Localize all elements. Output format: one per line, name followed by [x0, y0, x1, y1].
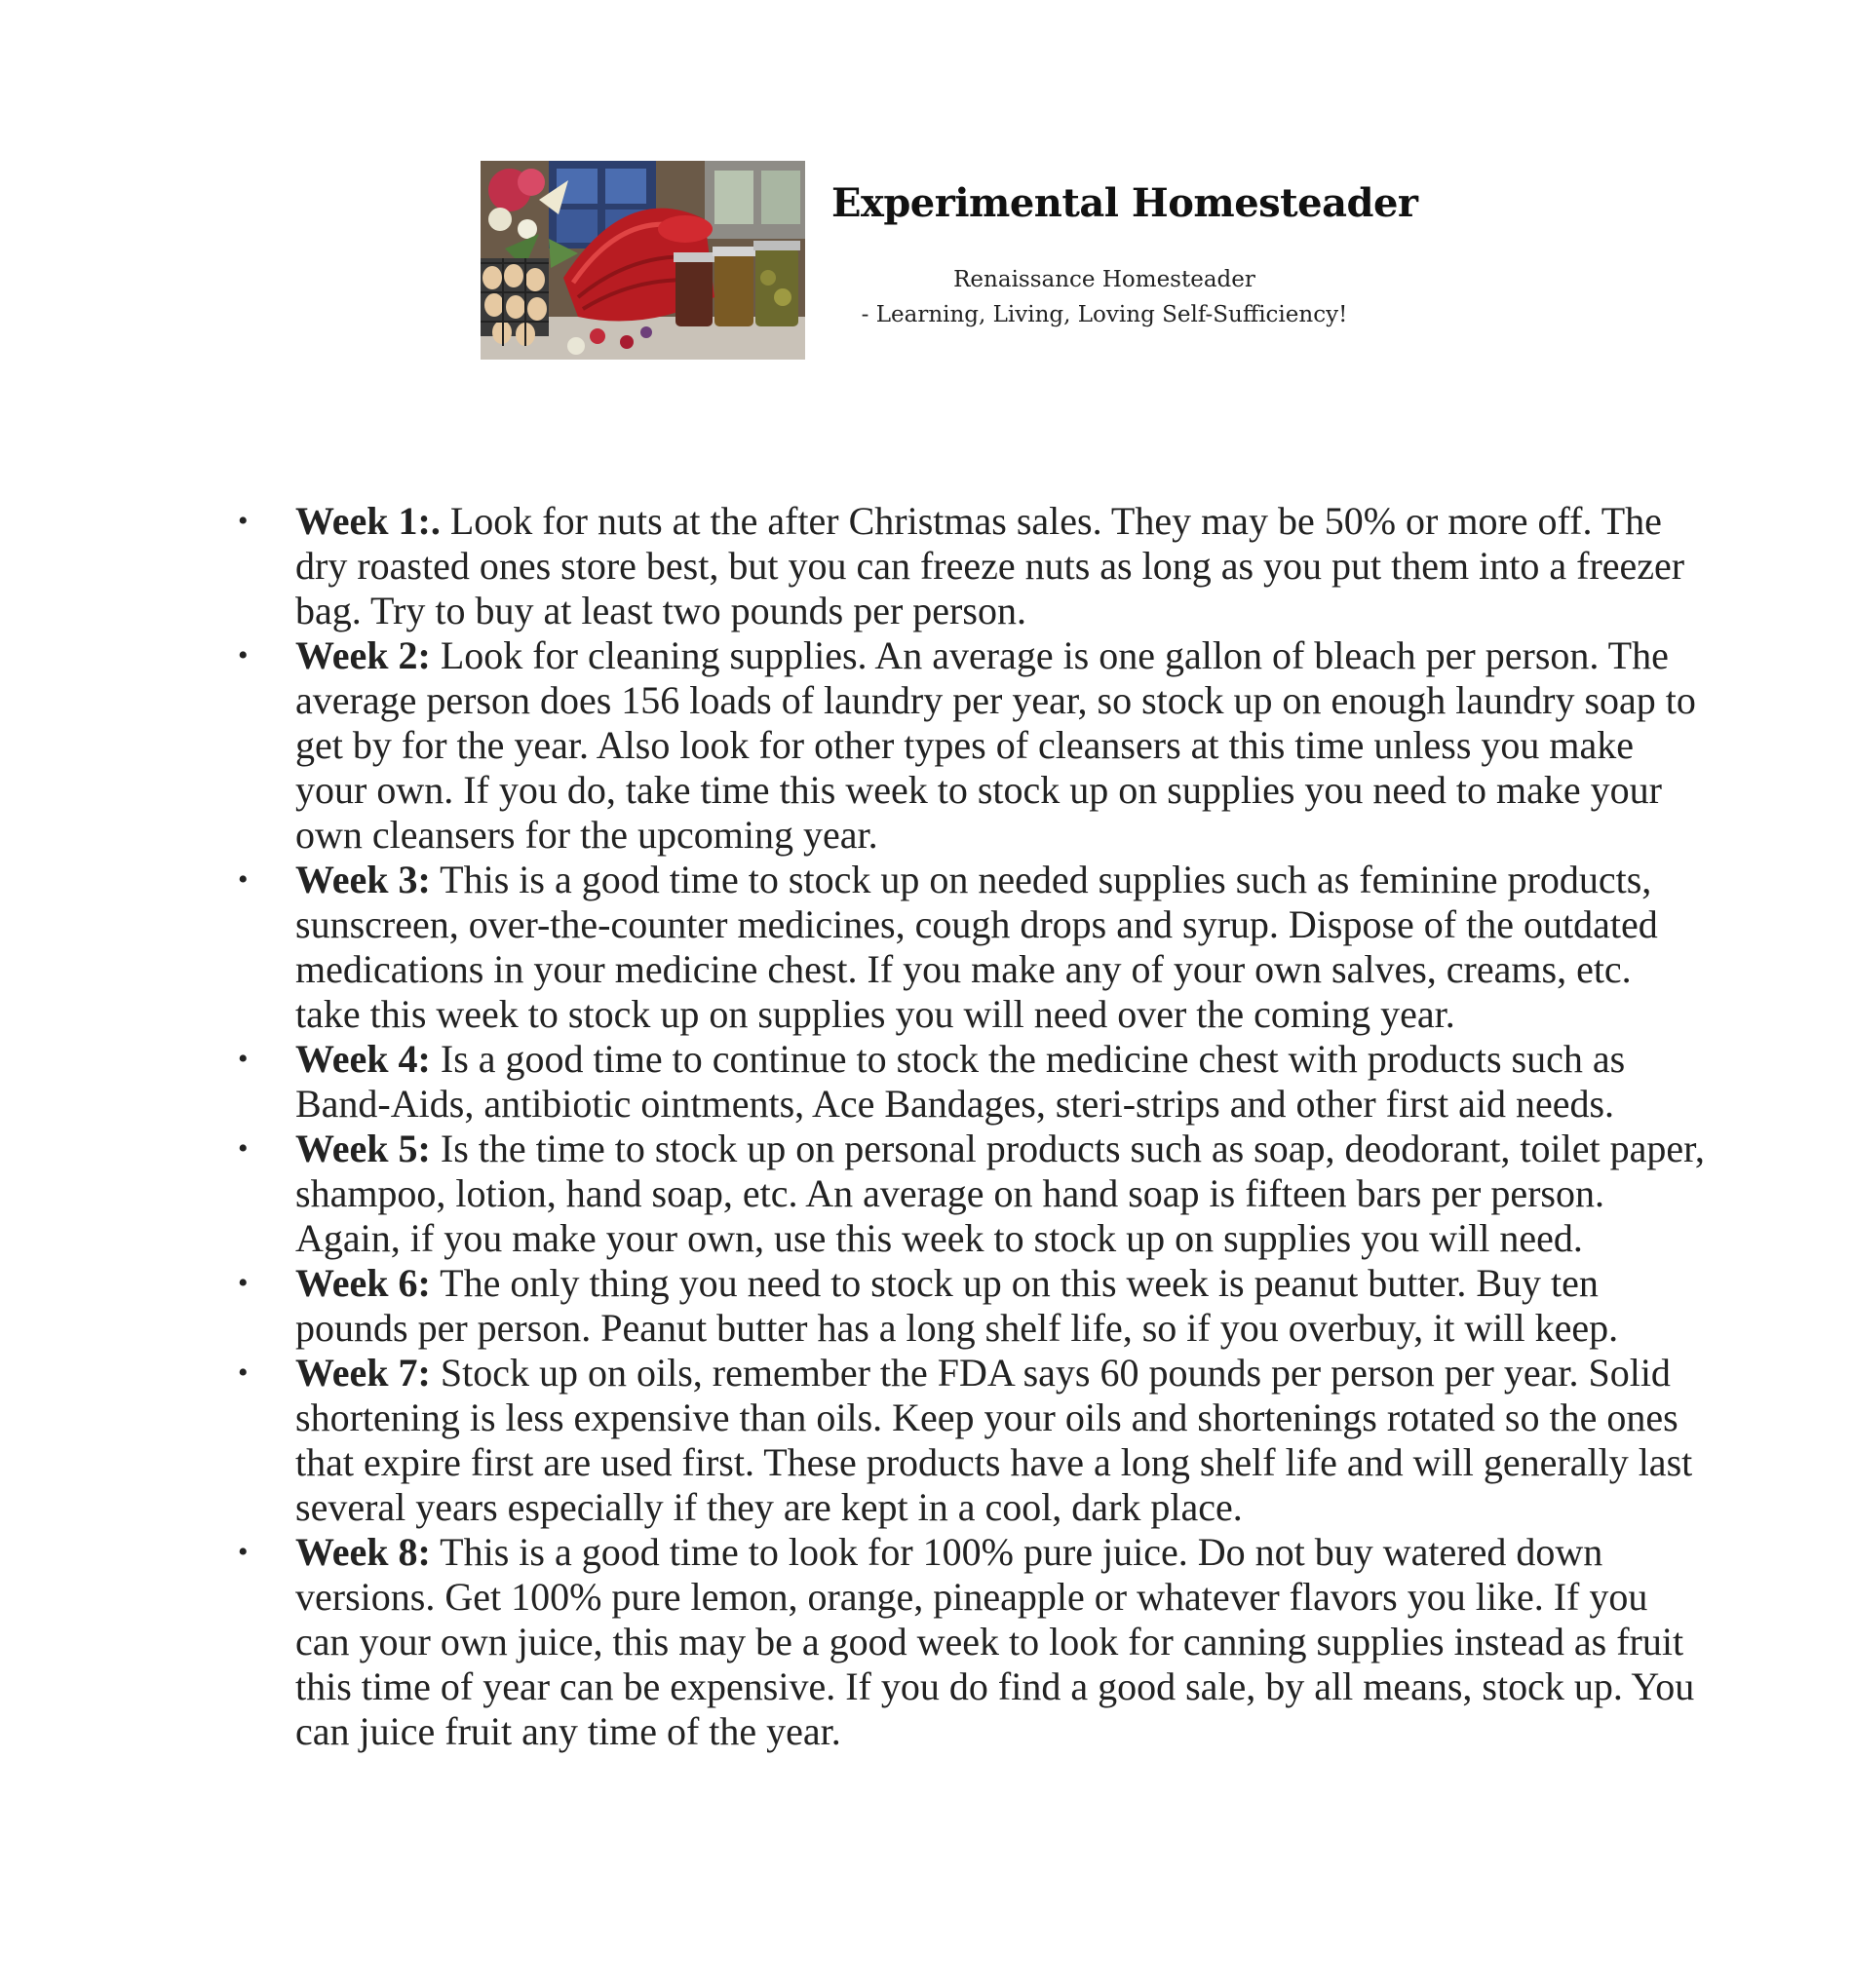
- week-label: Week 1:.: [295, 499, 441, 543]
- week-text: Look for nuts at the after Christmas sales. They may be 50% or more off. The dry roasted ones store best, but you can freeze nuts as long as you put them into a freezer bag. Try to buy at least two pounds per person.: [295, 499, 1685, 632]
- week-item-5: [224, 1127, 1706, 1261]
- week-text: The only thing you need to stock up on this week is peanut butter. Buy ten pounds per person. Peanut butter has a long shelf life, so if you overbuy, it will keep.: [295, 1261, 1619, 1350]
- week-text: Is the time to stock up on personal products such as soap, deodorant, toilet paper, shampoo, lotion, hand soap, etc. An average on hand soap is fifteen bars per person. Again, if you make your own, use this week to stock up on supplies you will need.: [295, 1127, 1705, 1260]
- site-title: Experimental Homesteader: [831, 180, 1418, 226]
- week-item-8: [224, 1530, 1706, 1754]
- week-list-container: [224, 499, 1706, 1754]
- week-item-3: [224, 858, 1706, 1037]
- week-item-4: [224, 1037, 1706, 1127]
- week-list: [224, 499, 1706, 1754]
- subtitle-line-2: - Learning, Living, Loving Self-Sufficiency!: [861, 302, 1348, 327]
- week-item-6: [224, 1261, 1706, 1351]
- week-text: This is a good time to stock up on needed supplies such as feminine products, sunscreen, over-the-counter medicines, cough drops and syrup. Dispose of the outdated medications in your medicine chest. If you make any of your own salves, creams, etc. take this week to stock up on supplies you will need over the coming year.: [295, 858, 1658, 1036]
- header-photo: [481, 161, 805, 360]
- bullet-icon: •: [238, 1267, 249, 1299]
- bullet-icon: •: [238, 1132, 249, 1165]
- header-banner: [481, 161, 1418, 360]
- week-item-1: [224, 499, 1706, 633]
- bullet-icon: •: [238, 1357, 249, 1389]
- week-text: Stock up on oils, remember the FDA says 60 pounds per person per year. Solid shortening is less expensive than oils. Keep your oils and shortenings rotated so the ones that expire first are used first. These products have a long shelf life and will generally last several years especially if they are kept in a cool, dark place.: [295, 1351, 1693, 1529]
- week-label: Week 5:: [295, 1127, 431, 1170]
- week-item-7: [224, 1351, 1706, 1530]
- week-label: Week 8:: [295, 1530, 431, 1574]
- week-text: This is a good time to look for 100% pure juice. Do not buy watered down versions. Get 100% pure lemon, orange, pineapple or whatever flavors you like. If you can your own juice, this may be a good week to look for canning supplies instead as fruit this time of year can be expensive. If you do find a good sale, by all means, stock up. You can juice fruit any time of the year.: [295, 1530, 1695, 1753]
- site-subtitle: [831, 262, 1377, 332]
- week-label: Week 4:: [295, 1037, 431, 1081]
- week-label: Week 6:: [295, 1261, 431, 1305]
- bullet-icon: •: [238, 505, 249, 537]
- subtitle-line-1: Renaissance Homesteader: [953, 267, 1255, 292]
- week-text: Look for cleaning supplies. An average is one gallon of bleach per person. The average person does 156 loads of laundry per year, so stock up on enough laundry soap to get by for the year. Also look for other types of cleansers at this time unless you make your own. If you do, take time this week to stock up on supplies you need to make your own cleansers for the upcoming year.: [295, 633, 1696, 857]
- week-text: Is a good time to continue to stock the medicine chest with products such as Band-Aids, antibiotic ointments, Ace Bandages, steri-strips and other first aid needs.: [295, 1037, 1626, 1126]
- week-label: Week 3:: [295, 858, 431, 901]
- bullet-icon: •: [238, 1043, 249, 1075]
- bullet-icon: •: [238, 1536, 249, 1568]
- bullet-icon: •: [238, 863, 249, 896]
- week-label: Week 7:: [295, 1351, 431, 1395]
- week-item-2: [224, 633, 1706, 858]
- week-label: Week 2:: [295, 633, 431, 677]
- bullet-icon: •: [238, 639, 249, 671]
- homestead-photo-illustration: [481, 161, 805, 360]
